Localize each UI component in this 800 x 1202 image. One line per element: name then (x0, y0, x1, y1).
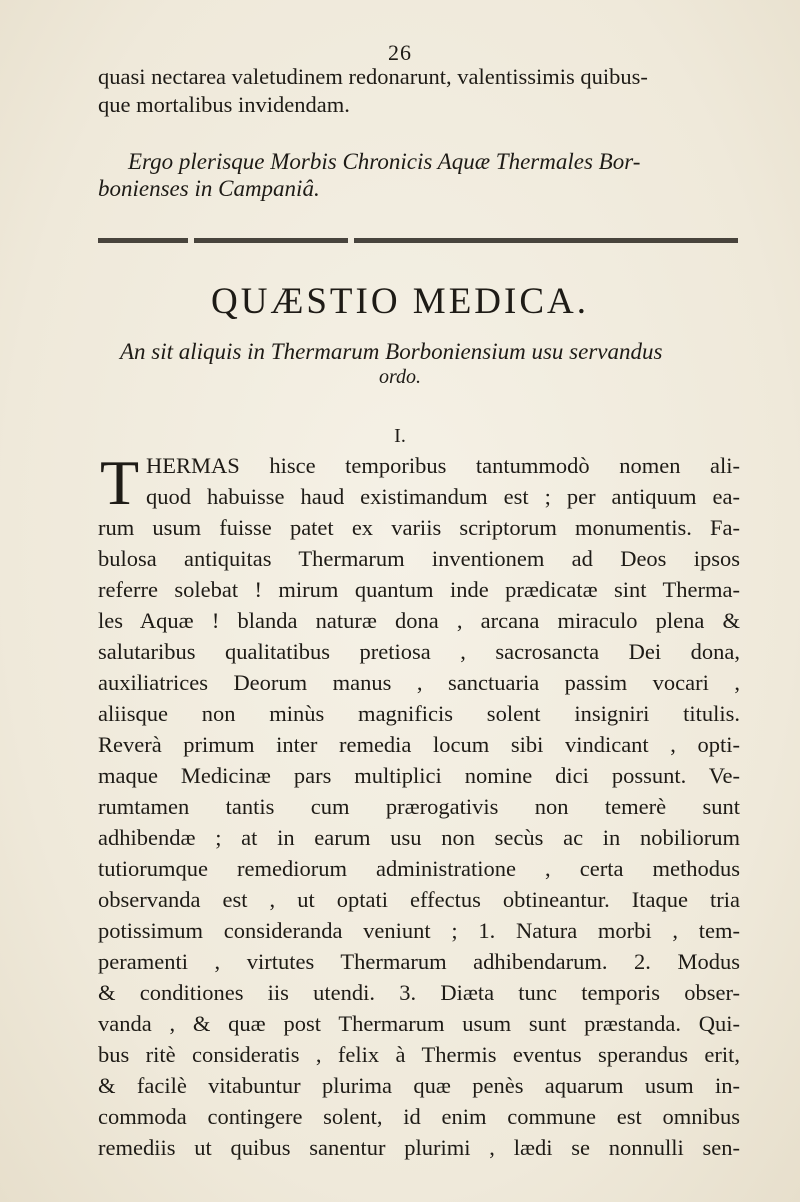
question-line: ordo. (378, 366, 422, 388)
body-line: observanda est , ut optati effectus obtineantur. Itaque tria (98, 887, 740, 912)
section-number: I. (394, 425, 406, 447)
body-line: rumtamen tantis cum prærogativis non temerè sunt (98, 794, 740, 819)
page-number: 26 (388, 40, 412, 65)
body-line: aliisque non minùs magnificis solent insigniri titulis. (98, 701, 740, 726)
body-line: peramenti , virtutes Thermarum adhibendarum. 2. Modus (98, 949, 740, 974)
body-line: potissimum consideranda veniunt ; 1. Natura morbi , tem- (98, 918, 740, 943)
body-line: bulosa antiquitas Thermarum inventionem ad Deos ipsos (98, 546, 740, 571)
body-line: Reverà primum inter remedia locum sibi vindicant , opti- (98, 732, 740, 757)
body-line: rum usum fuisse patet ex variis scriptorum monumentis. Fa- (98, 515, 740, 540)
body-line: tutiorumque remediorum administratione , certa methodus (98, 856, 740, 881)
continuation-line: que mortalibus invidendam. (98, 92, 350, 117)
body-line: & conditiones iis utendi. 3. Diæta tunc temporis obser- (98, 980, 740, 1005)
body-line: maque Medicinæ pars multiplici nomine dici possunt. Ve- (98, 763, 740, 788)
conclusion-line: bonienses in Campaniâ. (98, 176, 320, 201)
body-line: referre solebat ! mirum quantum inde prædicatæ sint Therma- (98, 577, 740, 602)
body-line: les Aquæ ! blanda naturæ dona , arcana miraculo plena & (98, 608, 740, 633)
divider-rule (98, 238, 738, 243)
section-title: QUÆSTIO MEDICA. (211, 281, 589, 322)
body-line: quod habuisse haud existimandum est ; per antiquum ea- (146, 484, 740, 509)
body-line: commoda contingere solent, id enim commune est omnibus (98, 1104, 740, 1129)
question-line: An sit aliquis in Thermarum Borboniensium usu servandus (120, 339, 663, 364)
body-line: HERMAS hisce temporibus tantummodò nomen ali- (146, 453, 740, 478)
body-line: vanda , & quæ post Thermarum usum sunt præstanda. Qui- (98, 1011, 740, 1036)
body-line: auxiliatrices Deorum manus , sanctuaria passim vocari , (98, 670, 740, 695)
body-line: & facilè vitabuntur plurima quæ penès aquarum usum in- (98, 1073, 740, 1098)
body-line: salutaribus qualitatibus pretiosa , sacrosancta Dei dona, (98, 639, 740, 664)
body-line: adhibendæ ; at in earum usu non secùs ac in nobiliorum (98, 825, 740, 850)
body-line: remediis ut quibus sanentur plurimi , lædi se nonnulli sen- (98, 1135, 740, 1160)
conclusion-line: Ergo plerisque Morbis Chronicis Aquæ Thermales Bor- (128, 149, 641, 174)
continuation-line: quasi nectarea valetudinem redonarunt, valentissimis quibus- (98, 64, 648, 89)
body-line: bus ritè consideratis , felix à Thermis eventus sperandus erit, (98, 1042, 740, 1067)
drop-cap: T (100, 447, 140, 518)
